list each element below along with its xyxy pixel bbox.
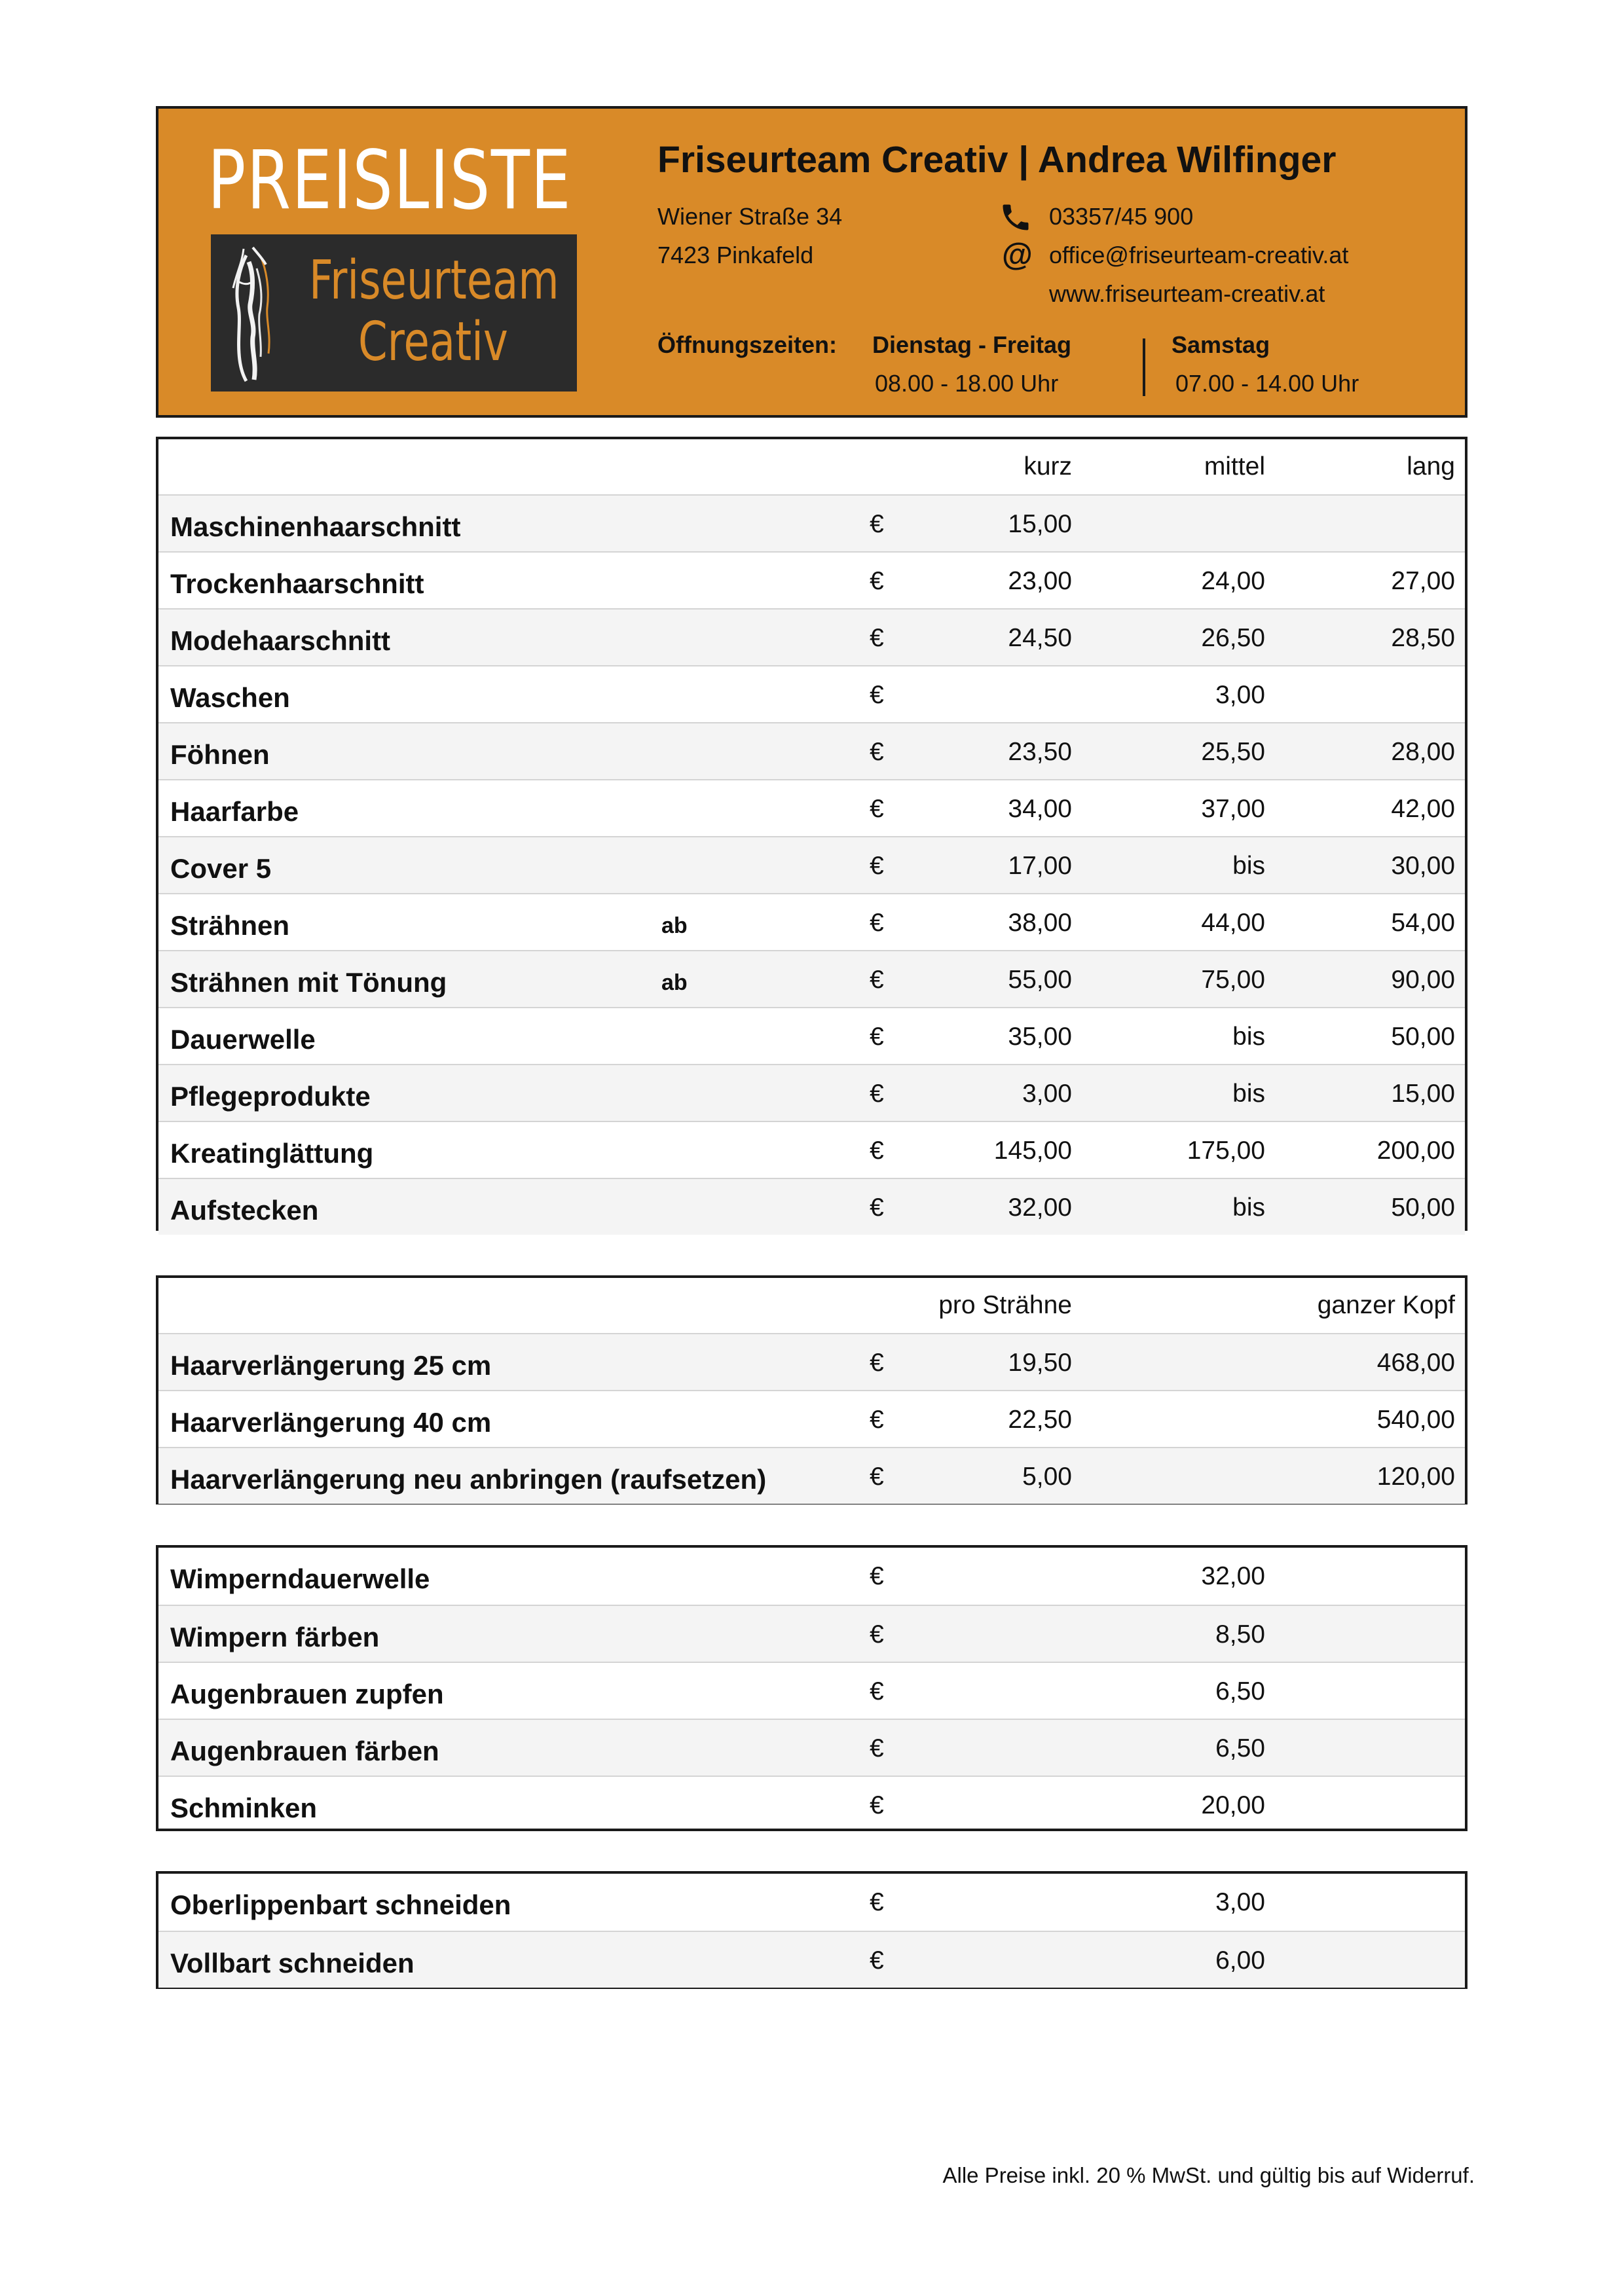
logo-text-line1: Friseurteam — [309, 249, 559, 312]
table-row — [158, 608, 1465, 665]
price-kurz: 24,50 — [1008, 624, 1072, 652]
price-kurz: 145,00 — [993, 1137, 1072, 1165]
price-kurz: 23,50 — [1008, 738, 1072, 766]
price-lang: 28,50 — [1391, 624, 1455, 652]
table-row — [158, 893, 1465, 950]
price-kurz: 32,00 — [1008, 1194, 1072, 1222]
price-mittel: 26,50 — [1201, 624, 1265, 652]
logo-text-line2: Creativ — [358, 311, 508, 373]
currency-symbol: € — [870, 852, 884, 880]
at-icon: @ — [1002, 238, 1033, 272]
currency-symbol: € — [870, 738, 884, 766]
saturday-hours: 07.00 - 14.00 Uhr — [1175, 370, 1359, 397]
website-link[interactable]: www.friseurteam-creativ.at — [1049, 280, 1325, 307]
price: 32,00 — [1201, 1562, 1265, 1590]
price-mittel: 25,50 — [1201, 738, 1265, 766]
price-mittel: bis — [1232, 1194, 1265, 1222]
table-row — [158, 779, 1465, 836]
weekday-hours: 08.00 - 18.00 Uhr — [875, 370, 1059, 397]
currency-symbol: € — [870, 1791, 884, 1819]
header-banner — [156, 106, 1467, 418]
price: 6,50 — [1215, 1734, 1265, 1762]
price: 6,50 — [1215, 1677, 1265, 1705]
table-row — [158, 722, 1465, 779]
currency-symbol: € — [870, 567, 884, 595]
table-row — [158, 950, 1465, 1007]
table-row — [158, 1121, 1465, 1178]
price: 20,00 — [1201, 1791, 1265, 1819]
currency-symbol: € — [870, 1137, 884, 1165]
column-header-mittel: mittel — [1204, 452, 1265, 481]
service-name: Waschen — [170, 682, 290, 713]
silhouette-logo-icon — [220, 242, 297, 384]
table-row — [158, 665, 1465, 722]
service-name: Augenbrauen zupfen — [170, 1679, 444, 1709]
table-row — [158, 1064, 1465, 1121]
currency-symbol: € — [870, 1734, 884, 1762]
currency-symbol: € — [870, 510, 884, 538]
price-kurz: 23,00 — [1008, 567, 1072, 595]
price-mittel: 37,00 — [1201, 795, 1265, 823]
currency-symbol: € — [870, 1677, 884, 1705]
price-mittel: 75,00 — [1201, 966, 1265, 994]
address-street: Wiener Straße 34 — [657, 203, 843, 230]
service-name: Vollbart schneiden — [170, 1948, 415, 1978]
service-name: Wimperndauerwelle — [170, 1563, 430, 1594]
column-header-per-strand: pro Strähne — [938, 1291, 1072, 1319]
hours-label: Öffnungszeiten: — [657, 331, 837, 358]
price-kurz: 35,00 — [1008, 1023, 1072, 1051]
service-name: Haarverlängerung 40 cm — [170, 1407, 492, 1438]
currency-symbol: € — [870, 1562, 884, 1590]
service-name: Cover 5 — [170, 853, 272, 884]
table-row — [158, 1605, 1465, 1662]
phone-number[interactable]: 03357/45 900 — [1049, 203, 1194, 230]
table-row — [158, 1931, 1465, 1988]
currency-symbol: € — [870, 1349, 884, 1377]
price: 6,00 — [1215, 1946, 1265, 1975]
table-header-row — [158, 439, 1465, 496]
currency-symbol: € — [870, 795, 884, 823]
price-kurz: 15,00 — [1008, 510, 1072, 538]
currency-symbol: € — [870, 1888, 884, 1916]
table-row — [158, 1874, 1465, 1931]
price-lang: 50,00 — [1391, 1023, 1455, 1051]
footer-note: Alle Preise inkl. 20 % MwSt. und gültig bis auf Widerruf. — [942, 2163, 1475, 2187]
price-kurz: 34,00 — [1008, 795, 1072, 823]
table-row — [158, 494, 1465, 551]
price-per-strand: 19,50 — [1008, 1349, 1072, 1377]
table-row — [158, 1776, 1465, 1832]
price-mittel: 175,00 — [1187, 1137, 1265, 1165]
price: 8,50 — [1215, 1620, 1265, 1649]
currency-symbol: € — [870, 1080, 884, 1108]
service-name: Strähnen mit Tönung — [170, 967, 447, 998]
price-lang: 200,00 — [1376, 1137, 1455, 1165]
table-row — [158, 1719, 1465, 1776]
price-kurz: 55,00 — [1008, 966, 1072, 994]
service-name: Strähnen — [170, 910, 290, 941]
service-name: Haarverlängerung neu anbringen (raufsetzen) — [170, 1464, 767, 1495]
company-name: Friseurteam Creativ | Andrea Wilfinger — [657, 139, 1337, 181]
table-row — [158, 1662, 1465, 1719]
table-row — [158, 1390, 1465, 1447]
currency-symbol: € — [870, 1463, 884, 1491]
price-prefix: ab — [661, 970, 688, 995]
price: 3,00 — [1215, 1888, 1265, 1916]
price-mittel: 3,00 — [1215, 681, 1265, 709]
column-header-lang: lang — [1407, 452, 1455, 481]
currency-symbol: € — [870, 1023, 884, 1051]
address-city: 7423 Pinkafeld — [657, 242, 814, 268]
weekday-label: Dienstag - Freitag — [872, 331, 1072, 358]
table-row — [158, 1447, 1465, 1504]
service-name: Haarverlängerung 25 cm — [170, 1350, 492, 1381]
price-full-head: 120,00 — [1376, 1463, 1455, 1491]
price-mittel: 44,00 — [1201, 909, 1265, 937]
currency-symbol: € — [870, 1946, 884, 1975]
service-name: Pflegeprodukte — [170, 1081, 371, 1112]
table-row — [158, 551, 1465, 608]
service-name: Föhnen — [170, 739, 270, 770]
price-per-strand: 22,50 — [1008, 1406, 1072, 1434]
currency-symbol: € — [870, 1194, 884, 1222]
price-lang: 27,00 — [1391, 567, 1455, 595]
saturday-label: Samstag — [1172, 331, 1270, 358]
price-lang: 50,00 — [1391, 1194, 1455, 1222]
price-kurz: 38,00 — [1008, 909, 1072, 937]
lash-price-table — [156, 1545, 1467, 1831]
extension-price-table — [156, 1275, 1467, 1504]
price-kurz: 17,00 — [1008, 852, 1072, 880]
column-header-full-head: ganzer Kopf — [1317, 1291, 1455, 1319]
price-mittel: bis — [1232, 1080, 1265, 1108]
price-lang: 42,00 — [1391, 795, 1455, 823]
service-name: Trockenhaarschnitt — [170, 568, 424, 599]
service-name: Wimpern färben — [170, 1622, 380, 1652]
price-mittel: bis — [1232, 1023, 1265, 1051]
beard-price-table — [156, 1871, 1467, 1989]
price-mittel: bis — [1232, 852, 1265, 880]
price-lang: 90,00 — [1391, 966, 1455, 994]
table-row — [158, 1548, 1465, 1605]
currency-symbol: € — [870, 624, 884, 652]
price-mittel: 24,00 — [1201, 567, 1265, 595]
column-header-kurz: kurz — [1024, 452, 1072, 481]
service-name: Aufstecken — [170, 1195, 319, 1226]
price-lang: 15,00 — [1391, 1080, 1455, 1108]
currency-symbol: € — [870, 966, 884, 994]
table-row — [158, 1178, 1465, 1235]
phone-icon — [999, 200, 1033, 234]
service-name: Maschinenhaarschnitt — [170, 511, 461, 542]
service-name: Dauerwelle — [170, 1024, 316, 1055]
hair-price-table — [156, 437, 1467, 1231]
service-name: Kreatinglättung — [170, 1138, 374, 1169]
service-name: Oberlippenbart schneiden — [170, 1889, 511, 1920]
service-name: Modehaarschnitt — [170, 625, 391, 656]
price-kurz: 3,00 — [1022, 1080, 1072, 1108]
currency-symbol: € — [870, 1406, 884, 1434]
price-full-head: 468,00 — [1376, 1349, 1455, 1377]
service-name: Schminken — [170, 1793, 318, 1823]
service-name: Augenbrauen färben — [170, 1736, 439, 1766]
hours-divider — [1143, 338, 1145, 396]
table-header-row — [158, 1278, 1465, 1335]
price-prefix: ab — [661, 913, 688, 938]
table-row — [158, 1007, 1465, 1064]
currency-symbol: € — [870, 909, 884, 937]
price-lang: 28,00 — [1391, 738, 1455, 766]
currency-symbol: € — [870, 681, 884, 709]
service-name: Haarfarbe — [170, 796, 299, 827]
price-lang: 30,00 — [1391, 852, 1455, 880]
price-full-head: 540,00 — [1376, 1406, 1455, 1434]
page-title: PREISLISTE — [208, 134, 572, 228]
table-row — [158, 1333, 1465, 1390]
email-link[interactable]: office@friseurteam-creativ.at — [1049, 242, 1349, 268]
logo — [211, 234, 577, 392]
price-lang: 54,00 — [1391, 909, 1455, 937]
table-row — [158, 836, 1465, 893]
currency-symbol: € — [870, 1620, 884, 1649]
price-per-strand: 5,00 — [1022, 1463, 1072, 1491]
